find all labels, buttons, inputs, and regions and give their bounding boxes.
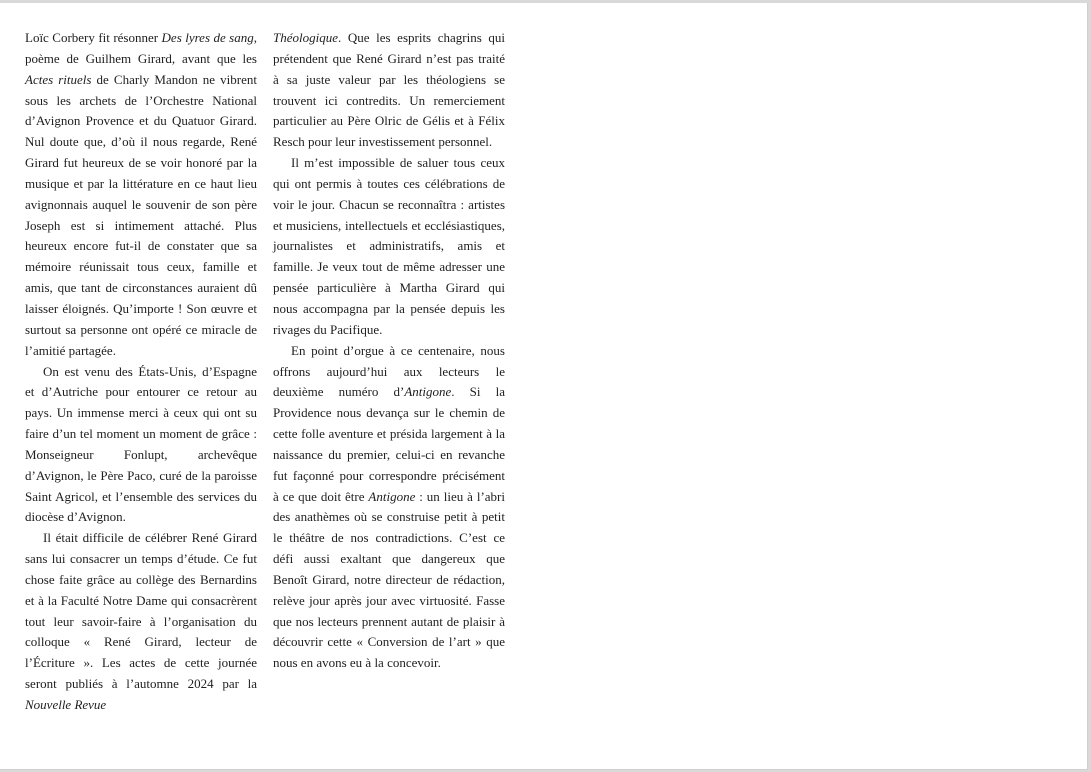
text-column-right: [273, 28, 505, 674]
paragraph: [273, 28, 505, 153]
text-run: Il était difficile de célébrer René Girard sans lui consacrer un temps d’étude. Ce fut chose faite grâce au collège des Bernardins et à la Faculté Notre Dame qui consacrèrent tout leur savoir-faire à l’organisation du colloque « René Girard, lecteur de l’Écriture ». Les actes de cette journée seront publiés à l’automne 2024 par la: [25, 530, 257, 692]
italic-title: Antigone: [368, 488, 416, 504]
italic-title: Nouvelle Revue: [25, 697, 107, 712]
text-run: . Que les esprits chagrins qui prétendent que René Girard n’est pas traité à sa juste valeur par les théologiens se trouvent ici contredits. Un remerciement particulier au Père Olric de Gélis et à Félix Resch pour leur investissement personnel.: [273, 30, 505, 150]
italic-title: Antigone: [404, 384, 452, 400]
text-run: En point d’orgue à ce centenaire, nous offrons aujourd’hui aux lecteurs le deuxième numéro d’: [273, 342, 505, 400]
text-run: . Si la Providence nous devança sur le chemin de cette folle aventure et présida largement à la naissance du premier, celui-ci en revanche fut façonné pour correspondre précisément à ce que doit être: [273, 384, 505, 504]
text-run: : un lieu à l’abri des anathèmes où se construise petit à petit le théâtre de nos contradictions. C’est ce défi aussi exaltant que dangereux que Benoît Girard, notre directeur de rédaction, relève jour après jour avec virtuosité. Fasse que nos lecteurs prennent autant de plaisir à découvrir cette « Conversion de l’art » que nous en avons eu à la concevoir.: [273, 488, 505, 671]
paragraph: [273, 341, 505, 675]
text-run: Loïc Corbery fit résonner: [25, 30, 162, 45]
text-run: , poème de Guilhem Girard, avant que les: [25, 30, 257, 66]
text-run: Il m’est impossible de saluer tous ceux qui ont permis à toutes ces célébrations de voir le jour. Chacun se reconnaîtra : artistes et musiciens, intellectuels et ecclésiastiques, journalistes et administratifs, amis et famille. Je veux tout de même adresser une pensée particulière à Martha Girard qui nous accompagna par la pensée depuis les rivages du Pacifique.: [273, 155, 505, 337]
paragraph: [25, 28, 257, 362]
italic-title: Actes rituels: [25, 71, 92, 87]
text-run: de Charly Mandon ne vibrent sous les archets de l’Orchestre National d’Avignon Provence et du Quatuor Girard. Nul doute que, d’où il nous regarde, René Girard fut heureux de se voir honoré par la musique et par la littérature en ce haut lieu avignonnais auquel le souvenir de son père Joseph est si intimement attaché. Plus heureux encore fut-il de constater que sa mémoire réunissait tous ceux, famille et amis, que tant de circonstances auraient dû laisser éloignés. Qu’importe ! Son œuvre et surtout sa personne ont opéré ce miracle de l’amitié partagée.: [25, 71, 257, 358]
text-run: On est venu des États-Unis, d’Espagne et d’Autriche pour entourer ce retour au pays. Un immense merci à ceux qui ont su faire d’un tel moment un moment de grâce : Monseigneur Fonlupt, archevêque d’Avignon, le Père Paco, curé de la paroisse Saint Agricol, et l’ensemble des services du diocèse d’Avignon.: [25, 363, 257, 525]
italic-title: Des lyres de sang: [161, 30, 254, 45]
paragraph: [273, 153, 505, 341]
italic-title: Théologique: [273, 30, 338, 45]
paragraph: [25, 528, 257, 716]
text-column-left: [25, 28, 257, 716]
document-page: [0, 3, 1088, 770]
paragraph: [25, 362, 257, 529]
